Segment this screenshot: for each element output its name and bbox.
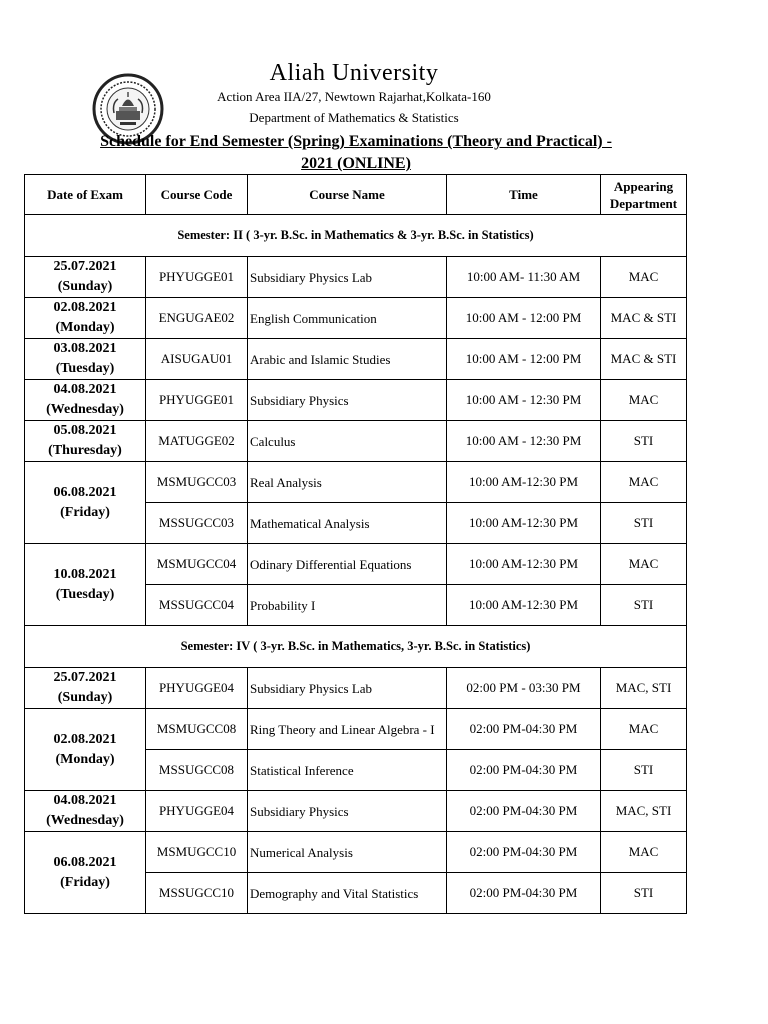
appearing-department: MAC (601, 257, 687, 298)
exam-date: 02.08.2021 (Monday) (25, 709, 146, 791)
course-code: MSSUGCC08 (146, 750, 248, 791)
table-row (25, 298, 687, 339)
exam-time: 10:00 AM-12:30 PM (447, 585, 601, 626)
table-row (25, 709, 687, 750)
course-name: Probability I (248, 585, 447, 626)
appearing-department: STI (601, 585, 687, 626)
exam-time: 10:00 AM - 12:30 PM (447, 380, 601, 421)
exam-time: 10:00 AM - 12:00 PM (447, 298, 601, 339)
semester-heading: Semester: II ( 3-yr. B.Sc. in Mathematics & 3-yr. B.Sc. in Statistics) (25, 215, 687, 257)
course-code: PHYUGGE01 (146, 380, 248, 421)
course-name: Subsidiary Physics (248, 380, 447, 421)
course-code: PHYUGGE01 (146, 257, 248, 298)
exam-time: 10:00 AM - 12:30 PM (447, 421, 601, 462)
exam-date: 05.08.2021 (Thuresday) (25, 421, 146, 462)
exam-time: 10:00 AM-12:30 PM (447, 544, 601, 585)
exam-time: 02:00 PM - 03:30 PM (447, 668, 601, 709)
course-name: Odinary Differential Equations (248, 544, 447, 585)
column-header-department: Appearing Department (601, 175, 687, 215)
appearing-department: MAC, STI (601, 668, 687, 709)
course-name: Subsidiary Physics Lab (248, 257, 447, 298)
column-header-time: Time (447, 175, 601, 215)
exam-time: 10:00 AM-12:30 PM (447, 462, 601, 503)
course-code: ENGUGAE02 (146, 298, 248, 339)
course-name: English Communication (248, 298, 447, 339)
semester-heading-row (25, 626, 687, 668)
title-line-2: 2021 (ONLINE) (301, 155, 411, 172)
appearing-department: MAC, STI (601, 791, 687, 832)
course-code: MSMUGCC10 (146, 832, 248, 873)
exam-date: 02.08.2021 (Monday) (25, 298, 146, 339)
course-name: Subsidiary Physics Lab (248, 668, 447, 709)
table-row (25, 339, 687, 380)
appearing-department: STI (601, 873, 687, 914)
course-code: PHYUGGE04 (146, 668, 248, 709)
department-name: Department of Mathematics & Statistics (249, 110, 459, 125)
course-code: MSMUGCC03 (146, 462, 248, 503)
exam-time: 02:00 PM-04:30 PM (447, 709, 601, 750)
table-row (25, 380, 687, 421)
table-row (25, 462, 687, 503)
course-name: Real Analysis (248, 462, 447, 503)
course-name: Subsidiary Physics (248, 791, 447, 832)
page-title (24, 131, 688, 175)
table-row (25, 257, 687, 298)
course-name: Ring Theory and Linear Algebra - I (248, 709, 447, 750)
exam-time: 02:00 PM-04:30 PM (447, 832, 601, 873)
course-code: MSSUGCC04 (146, 585, 248, 626)
exam-date: 06.08.2021 (Friday) (25, 462, 146, 544)
course-name: Demography and Vital Statistics (248, 873, 447, 914)
exam-date: 06.08.2021 (Friday) (25, 832, 146, 914)
course-name: Numerical Analysis (248, 832, 447, 873)
semester-heading: Semester: IV ( 3-yr. B.Sc. in Mathematics, 3-yr. B.Sc. in Statistics) (25, 626, 687, 668)
column-header-name: Course Name (248, 175, 447, 215)
course-code: MSMUGCC08 (146, 709, 248, 750)
appearing-department: MAC (601, 832, 687, 873)
university-name: Aliah University (269, 60, 439, 86)
exam-time: 02:00 PM-04:30 PM (447, 750, 601, 791)
table-row (25, 544, 687, 585)
course-name: Mathematical Analysis (248, 503, 447, 544)
table-row (25, 668, 687, 709)
exam-time: 02:00 PM-04:30 PM (447, 873, 601, 914)
table-row (25, 832, 687, 873)
exam-date: 03.08.2021 (Tuesday) (25, 339, 146, 380)
appearing-department: STI (601, 750, 687, 791)
appearing-department: STI (601, 421, 687, 462)
course-code: MSSUGCC03 (146, 503, 248, 544)
course-code: PHYUGGE04 (146, 791, 248, 832)
course-code: MATUGGE02 (146, 421, 248, 462)
appearing-department: MAC (601, 380, 687, 421)
university-address: Action Area IIA/27, Newtown Rajarhat,Kolkata-160 (217, 89, 491, 104)
exam-schedule-table (24, 174, 687, 914)
course-name: Statistical Inference (248, 750, 447, 791)
exam-time: 10:00 AM - 12:00 PM (447, 339, 601, 380)
course-code: AISUGAU01 (146, 339, 248, 380)
semester-heading-row (25, 215, 687, 257)
exam-time: 10:00 AM-12:30 PM (447, 503, 601, 544)
appearing-department: STI (601, 503, 687, 544)
title-line-1: Schedule for End Semester (Spring) Examinations (Theory and Practical) - (100, 133, 612, 150)
exam-date: 25.07.2021 (Sunday) (25, 257, 146, 298)
course-name: Arabic and Islamic Studies (248, 339, 447, 380)
appearing-department: MAC (601, 462, 687, 503)
exam-time: 02:00 PM-04:30 PM (447, 791, 601, 832)
appearing-department: MAC & STI (601, 298, 687, 339)
exam-date: 10.08.2021 (Tuesday) (25, 544, 146, 626)
table-header-row (25, 175, 687, 215)
course-code: MSMUGCC04 (146, 544, 248, 585)
exam-date: 04.08.2021 (Wednesday) (25, 380, 146, 421)
table-row (25, 791, 687, 832)
appearing-department: MAC (601, 544, 687, 585)
exam-date: 04.08.2021 (Wednesday) (25, 791, 146, 832)
appearing-department: MAC (601, 709, 687, 750)
exam-date: 25.07.2021 (Sunday) (25, 668, 146, 709)
exam-time: 10:00 AM- 11:30 AM (447, 257, 601, 298)
course-name: Calculus (248, 421, 447, 462)
table-row (25, 421, 687, 462)
appearing-department: MAC & STI (601, 339, 687, 380)
column-header-date: Date of Exam (25, 175, 146, 215)
column-header-code: Course Code (146, 175, 248, 215)
course-code: MSSUGCC10 (146, 873, 248, 914)
